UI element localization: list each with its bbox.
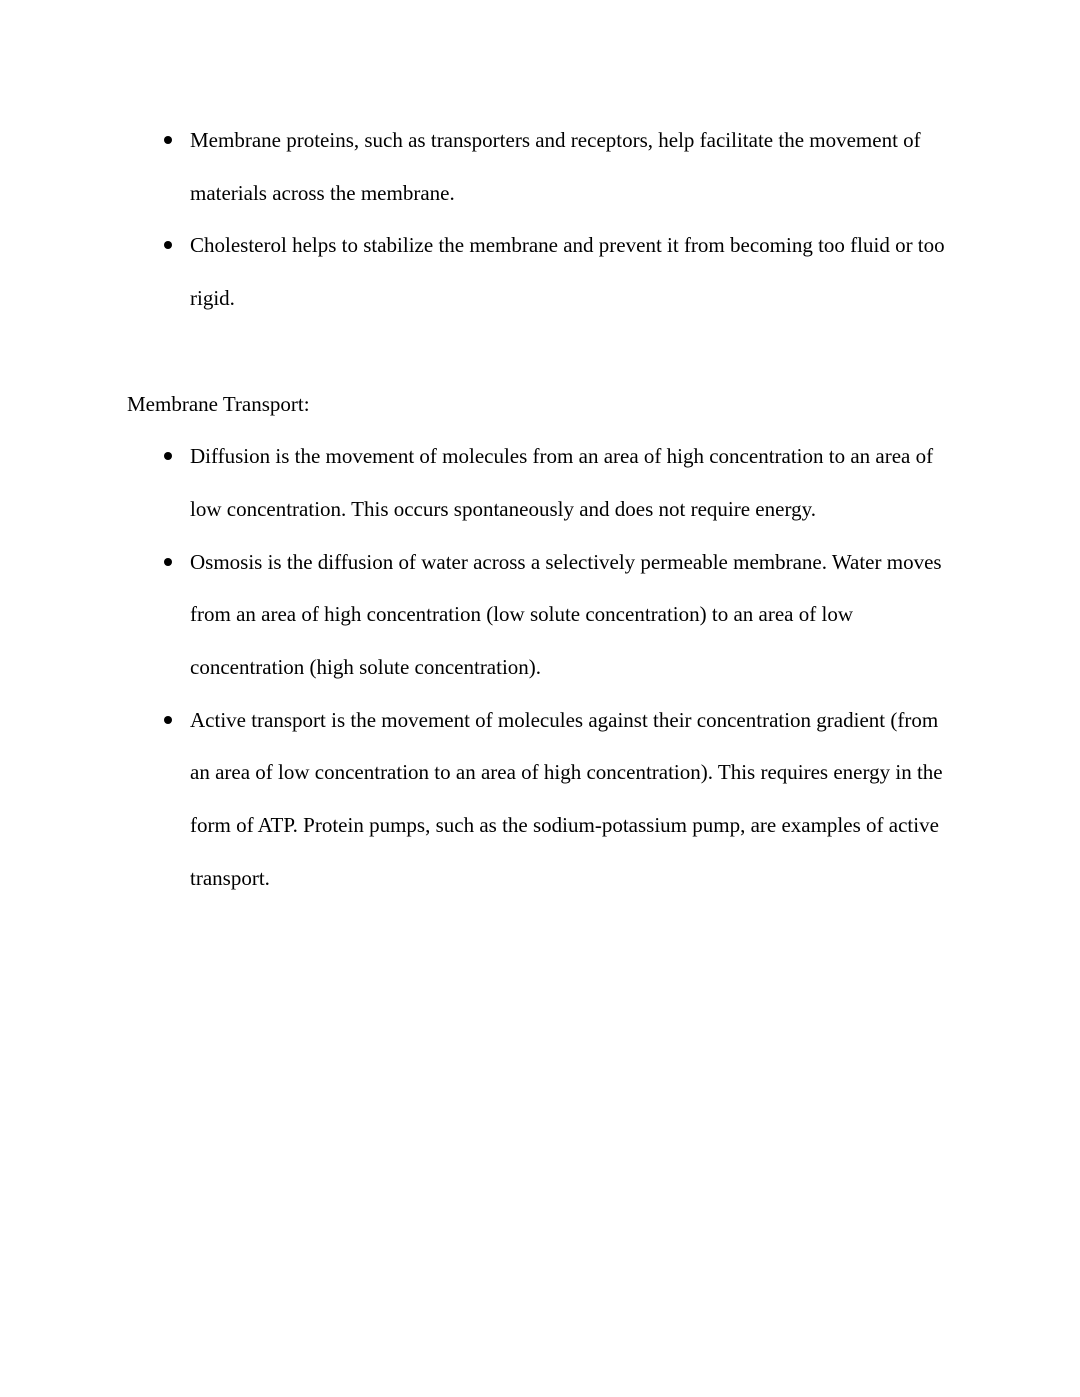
list-item: [127, 114, 953, 219]
list-item: [127, 219, 953, 324]
bullet-icon: [164, 558, 172, 566]
bullet-icon: [164, 136, 172, 144]
membrane-transport-bullet-list: [127, 430, 953, 904]
membrane-structure-bullet-list: [127, 114, 953, 325]
section-heading-membrane-transport: Membrane Transport:: [127, 391, 310, 416]
list-item: [127, 694, 953, 905]
list-item: [127, 430, 953, 535]
bullet-text-active-transport: Active transport is the movement of molecules against their concentration gradient (from an area of low concentration to an area of high concentration). This requires energy in the form of ATP. Protein pumps, such as the sodium-potassium pump, are examples of active transport.: [190, 707, 943, 890]
bullet-text-diffusion: Diffusion is the movement of molecules from an area of high concentration to an area of low concentration. This occurs spontaneously and does not require energy.: [190, 444, 934, 521]
bullet-icon: [164, 452, 172, 460]
bullet-icon: [164, 716, 172, 724]
list-item: [127, 536, 953, 694]
bullet-text-cholesterol: Cholesterol helps to stabilize the membrane and prevent it from becoming too fluid or too rigid.: [190, 233, 945, 311]
bullet-text-osmosis: Osmosis is the diffusion of water across a selectively permeable membrane. Water moves from an area of high concentration (low solute concentration) to an area of low concentration (high solute concentration).: [190, 549, 942, 680]
bullet-icon: [164, 241, 172, 249]
bullet-text-membrane-proteins: Membrane proteins, such as transporters and receptors, help facilitate the movement of materials across the membrane.: [190, 128, 921, 205]
